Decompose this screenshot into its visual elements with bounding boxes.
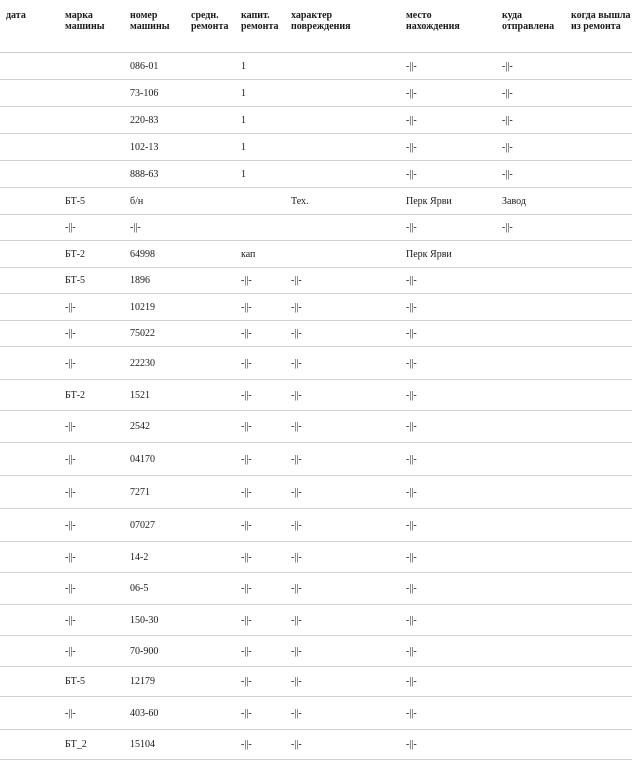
cell-vehicle-number: 10219: [130, 294, 191, 321]
cell-medium-repair: [191, 411, 241, 443]
cell-repair-exit-date: [571, 542, 632, 573]
cell-sent-to: [502, 697, 571, 730]
header-row: [0, 0, 632, 53]
cell-date: [0, 107, 65, 134]
cell-location: Перк Ярви: [406, 188, 502, 215]
cell-date: [0, 509, 65, 542]
cell-vehicle-brand: -||-: [65, 443, 130, 476]
cell-medium-repair: [191, 107, 241, 134]
cell-damage-type: -||-: [291, 697, 406, 730]
cell-vehicle-brand: БТ_2: [65, 730, 130, 760]
cell-medium-repair: [191, 215, 241, 241]
table-row: [0, 636, 632, 667]
cell-vehicle-brand: -||-: [65, 573, 130, 605]
cell-repair-exit-date: [571, 730, 632, 760]
table-header: [0, 0, 632, 53]
cell-date: [0, 294, 65, 321]
cell-damage-type: Тех.: [291, 188, 406, 215]
cell-capital-repair: [241, 215, 291, 241]
cell-vehicle-number: 12179: [130, 667, 191, 697]
cell-medium-repair: [191, 347, 241, 380]
cell-vehicle-brand: -||-: [65, 294, 130, 321]
cell-location: -||-: [406, 80, 502, 107]
cell-damage-type: -||-: [291, 380, 406, 411]
cell-location: -||-: [406, 294, 502, 321]
cell-capital-repair: 1: [241, 107, 291, 134]
cell-repair-exit-date: [571, 294, 632, 321]
cell-vehicle-brand: -||-: [65, 347, 130, 380]
cell-capital-repair: 1: [241, 134, 291, 161]
cell-location: -||-: [406, 53, 502, 80]
header-line: ремонта: [191, 21, 229, 32]
cell-date: [0, 380, 65, 411]
cell-date: [0, 53, 65, 80]
header-line: средн.: [191, 10, 219, 21]
cell-repair-exit-date: [571, 107, 632, 134]
cell-vehicle-number: 14-2: [130, 542, 191, 573]
cell-damage-type: -||-: [291, 268, 406, 294]
cell-sent-to: [502, 667, 571, 697]
cell-date: [0, 134, 65, 161]
cell-sent-to: [502, 476, 571, 509]
header-line: машины: [130, 21, 170, 32]
cell-vehicle-number: 150-30: [130, 605, 191, 636]
table-row: [0, 107, 632, 134]
cell-location: -||-: [406, 443, 502, 476]
cell-vehicle-number: 64998: [130, 241, 191, 268]
cell-vehicle-brand: -||-: [65, 411, 130, 443]
cell-capital-repair: -||-: [241, 730, 291, 760]
table-row: [0, 321, 632, 347]
cell-medium-repair: [191, 380, 241, 411]
cell-vehicle-number: 07027: [130, 509, 191, 542]
table-row: [0, 241, 632, 268]
table-row: [0, 573, 632, 605]
cell-repair-exit-date: [571, 188, 632, 215]
cell-repair-exit-date: [571, 411, 632, 443]
table-row: [0, 443, 632, 476]
cell-repair-exit-date: [571, 636, 632, 667]
cell-damage-type: -||-: [291, 347, 406, 380]
cell-capital-repair: -||-: [241, 697, 291, 730]
cell-sent-to: [502, 321, 571, 347]
cell-repair-exit-date: [571, 321, 632, 347]
cell-vehicle-brand: -||-: [65, 542, 130, 573]
cell-sent-to: -||-: [502, 107, 571, 134]
cell-vehicle-number: 403-60: [130, 697, 191, 730]
table-row: [0, 347, 632, 380]
cell-damage-type: -||-: [291, 730, 406, 760]
cell-date: [0, 347, 65, 380]
header-vehicle-brand: [65, 0, 130, 53]
cell-medium-repair: [191, 321, 241, 347]
cell-date: [0, 605, 65, 636]
cell-damage-type: [291, 134, 406, 161]
header-line: ремонта: [241, 21, 279, 32]
cell-medium-repair: [191, 509, 241, 542]
cell-sent-to: [502, 443, 571, 476]
cell-damage-type: -||-: [291, 605, 406, 636]
cell-sent-to: [502, 380, 571, 411]
cell-medium-repair: [191, 268, 241, 294]
cell-repair-exit-date: [571, 380, 632, 411]
cell-repair-exit-date: [571, 241, 632, 268]
cell-vehicle-brand: [65, 53, 130, 80]
header-line: номер: [130, 10, 158, 21]
cell-medium-repair: [191, 667, 241, 697]
cell-damage-type: -||-: [291, 411, 406, 443]
header-capital-repair: [241, 0, 291, 53]
cell-medium-repair: [191, 542, 241, 573]
cell-location: -||-: [406, 268, 502, 294]
table-row: [0, 134, 632, 161]
cell-vehicle-brand: БТ-2: [65, 380, 130, 411]
cell-capital-repair: кап: [241, 241, 291, 268]
table-row: [0, 294, 632, 321]
cell-location: -||-: [406, 542, 502, 573]
cell-damage-type: -||-: [291, 573, 406, 605]
cell-capital-repair: -||-: [241, 667, 291, 697]
cell-capital-repair: -||-: [241, 411, 291, 443]
cell-medium-repair: [191, 134, 241, 161]
cell-damage-type: -||-: [291, 476, 406, 509]
cell-vehicle-number: 888-63: [130, 161, 191, 188]
cell-location: -||-: [406, 509, 502, 542]
table-row: [0, 215, 632, 241]
cell-medium-repair: [191, 443, 241, 476]
header-line: куда: [502, 10, 523, 21]
header-line: повреждения: [291, 21, 351, 32]
cell-sent-to: [502, 241, 571, 268]
header-line: когда вышла: [571, 10, 631, 21]
cell-medium-repair: [191, 730, 241, 760]
cell-location: -||-: [406, 667, 502, 697]
cell-medium-repair: [191, 53, 241, 80]
cell-repair-exit-date: [571, 605, 632, 636]
cell-capital-repair: -||-: [241, 636, 291, 667]
cell-capital-repair: -||-: [241, 509, 291, 542]
cell-repair-exit-date: [571, 53, 632, 80]
cell-sent-to: [502, 411, 571, 443]
cell-repair-exit-date: [571, 443, 632, 476]
table-row: [0, 380, 632, 411]
cell-sent-to: [502, 347, 571, 380]
cell-location: -||-: [406, 605, 502, 636]
cell-location: Перк Ярви: [406, 241, 502, 268]
cell-date: [0, 241, 65, 268]
cell-date: [0, 667, 65, 697]
cell-vehicle-brand: [65, 161, 130, 188]
cell-vehicle-number: б/н: [130, 188, 191, 215]
cell-vehicle-number: 75022: [130, 321, 191, 347]
cell-vehicle-number: 70-900: [130, 636, 191, 667]
header-repair-exit-date: [571, 0, 632, 53]
cell-medium-repair: [191, 636, 241, 667]
cell-location: -||-: [406, 321, 502, 347]
cell-capital-repair: -||-: [241, 380, 291, 411]
cell-date: [0, 268, 65, 294]
table-row: [0, 53, 632, 80]
cell-vehicle-number: 06-5: [130, 573, 191, 605]
cell-vehicle-brand: БТ-2: [65, 241, 130, 268]
cell-damage-type: [291, 80, 406, 107]
cell-damage-type: [291, 161, 406, 188]
cell-location: -||-: [406, 573, 502, 605]
table-row: [0, 188, 632, 215]
cell-vehicle-number: 1896: [130, 268, 191, 294]
header-line: нахождения: [406, 21, 460, 32]
cell-vehicle-number: 086-01: [130, 53, 191, 80]
cell-vehicle-number: 7271: [130, 476, 191, 509]
cell-date: [0, 443, 65, 476]
table-row: [0, 80, 632, 107]
table-row: [0, 697, 632, 730]
cell-vehicle-number: 1521: [130, 380, 191, 411]
cell-vehicle-brand: БТ-5: [65, 667, 130, 697]
cell-capital-repair: -||-: [241, 443, 291, 476]
table-row: [0, 730, 632, 760]
cell-vehicle-number: 2542: [130, 411, 191, 443]
cell-vehicle-number: 102-13: [130, 134, 191, 161]
table-body: [0, 53, 632, 760]
cell-location: -||-: [406, 380, 502, 411]
cell-date: [0, 542, 65, 573]
cell-location: -||-: [406, 347, 502, 380]
cell-location: -||-: [406, 730, 502, 760]
cell-date: [0, 573, 65, 605]
cell-date: [0, 636, 65, 667]
cell-damage-type: [291, 215, 406, 241]
cell-sent-to: [502, 573, 571, 605]
table-row: [0, 542, 632, 573]
header-line: марка: [65, 10, 93, 21]
cell-sent-to: -||-: [502, 53, 571, 80]
cell-capital-repair: 1: [241, 80, 291, 107]
header-damage-type: [291, 0, 406, 53]
table-row: [0, 605, 632, 636]
cell-capital-repair: -||-: [241, 268, 291, 294]
cell-capital-repair: -||-: [241, 573, 291, 605]
cell-repair-exit-date: [571, 215, 632, 241]
cell-date: [0, 730, 65, 760]
cell-medium-repair: [191, 605, 241, 636]
cell-date: [0, 161, 65, 188]
cell-sent-to: [502, 509, 571, 542]
cell-capital-repair: -||-: [241, 605, 291, 636]
cell-repair-exit-date: [571, 573, 632, 605]
cell-vehicle-brand: [65, 107, 130, 134]
cell-damage-type: [291, 241, 406, 268]
cell-damage-type: -||-: [291, 542, 406, 573]
cell-date: [0, 697, 65, 730]
cell-date: [0, 215, 65, 241]
cell-damage-type: -||-: [291, 509, 406, 542]
header-line: характер: [291, 10, 333, 21]
cell-location: -||-: [406, 697, 502, 730]
cell-vehicle-brand: -||-: [65, 697, 130, 730]
cell-vehicle-brand: -||-: [65, 605, 130, 636]
cell-sent-to: -||-: [502, 215, 571, 241]
cell-medium-repair: [191, 476, 241, 509]
cell-vehicle-number: 73-106: [130, 80, 191, 107]
header-sent-to: [502, 0, 571, 53]
cell-medium-repair: [191, 241, 241, 268]
cell-vehicle-brand: -||-: [65, 509, 130, 542]
cell-repair-exit-date: [571, 80, 632, 107]
cell-damage-type: -||-: [291, 321, 406, 347]
cell-repair-exit-date: [571, 268, 632, 294]
cell-sent-to: [502, 636, 571, 667]
cell-repair-exit-date: [571, 667, 632, 697]
cell-damage-type: [291, 107, 406, 134]
cell-damage-type: -||-: [291, 443, 406, 476]
cell-capital-repair: -||-: [241, 542, 291, 573]
cell-capital-repair: -||-: [241, 347, 291, 380]
cell-vehicle-number: 22230: [130, 347, 191, 380]
cell-sent-to: -||-: [502, 80, 571, 107]
cell-sent-to: [502, 294, 571, 321]
cell-date: [0, 321, 65, 347]
cell-vehicle-brand: БТ-5: [65, 188, 130, 215]
cell-sent-to: -||-: [502, 134, 571, 161]
header-line: отправлена: [502, 21, 555, 32]
header-line: дата: [6, 10, 26, 21]
cell-location: -||-: [406, 411, 502, 443]
cell-medium-repair: [191, 573, 241, 605]
table-row: [0, 268, 632, 294]
cell-capital-repair: -||-: [241, 321, 291, 347]
table-row: [0, 161, 632, 188]
cell-sent-to: -||-: [502, 161, 571, 188]
cell-vehicle-brand: -||-: [65, 636, 130, 667]
cell-vehicle-number: 220-83: [130, 107, 191, 134]
cell-damage-type: -||-: [291, 636, 406, 667]
cell-location: -||-: [406, 215, 502, 241]
cell-medium-repair: [191, 294, 241, 321]
cell-vehicle-brand: -||-: [65, 476, 130, 509]
cell-damage-type: [291, 53, 406, 80]
cell-location: -||-: [406, 107, 502, 134]
table-row: [0, 667, 632, 697]
cell-date: [0, 476, 65, 509]
header-line: место: [406, 10, 432, 21]
cell-capital-repair: -||-: [241, 294, 291, 321]
cell-vehicle-brand: БТ-5: [65, 268, 130, 294]
header-location: [406, 0, 502, 53]
cell-damage-type: -||-: [291, 294, 406, 321]
cell-repair-exit-date: [571, 161, 632, 188]
cell-location: -||-: [406, 134, 502, 161]
header-medium-repair: [191, 0, 241, 53]
header-line: из ремонта: [571, 21, 621, 32]
cell-vehicle-brand: -||-: [65, 215, 130, 241]
cell-repair-exit-date: [571, 476, 632, 509]
table-row: [0, 476, 632, 509]
cell-repair-exit-date: [571, 509, 632, 542]
cell-sent-to: [502, 268, 571, 294]
cell-sent-to: [502, 542, 571, 573]
cell-damage-type: -||-: [291, 667, 406, 697]
cell-vehicle-number: 15104: [130, 730, 191, 760]
cell-location: -||-: [406, 161, 502, 188]
cell-medium-repair: [191, 161, 241, 188]
cell-vehicle-brand: -||-: [65, 321, 130, 347]
cell-medium-repair: [191, 188, 241, 215]
header-line: машины: [65, 21, 105, 32]
cell-location: -||-: [406, 636, 502, 667]
cell-repair-exit-date: [571, 347, 632, 380]
cell-vehicle-brand: [65, 80, 130, 107]
cell-vehicle-brand: [65, 134, 130, 161]
cell-sent-to: [502, 730, 571, 760]
table-row: [0, 411, 632, 443]
header-vehicle-number: [130, 0, 191, 53]
cell-repair-exit-date: [571, 697, 632, 730]
cell-medium-repair: [191, 697, 241, 730]
cell-date: [0, 188, 65, 215]
cell-capital-repair: 1: [241, 161, 291, 188]
table-row: [0, 509, 632, 542]
cell-location: -||-: [406, 476, 502, 509]
header-date: [0, 0, 65, 53]
cell-date: [0, 411, 65, 443]
cell-date: [0, 80, 65, 107]
cell-repair-exit-date: [571, 134, 632, 161]
cell-sent-to: [502, 605, 571, 636]
cell-vehicle-number: -||-: [130, 215, 191, 241]
cell-capital-repair: [241, 188, 291, 215]
cell-medium-repair: [191, 80, 241, 107]
cell-vehicle-number: 04170: [130, 443, 191, 476]
header-line: капит.: [241, 10, 270, 21]
cell-sent-to: Завод: [502, 188, 571, 215]
cell-capital-repair: 1: [241, 53, 291, 80]
cell-capital-repair: -||-: [241, 476, 291, 509]
